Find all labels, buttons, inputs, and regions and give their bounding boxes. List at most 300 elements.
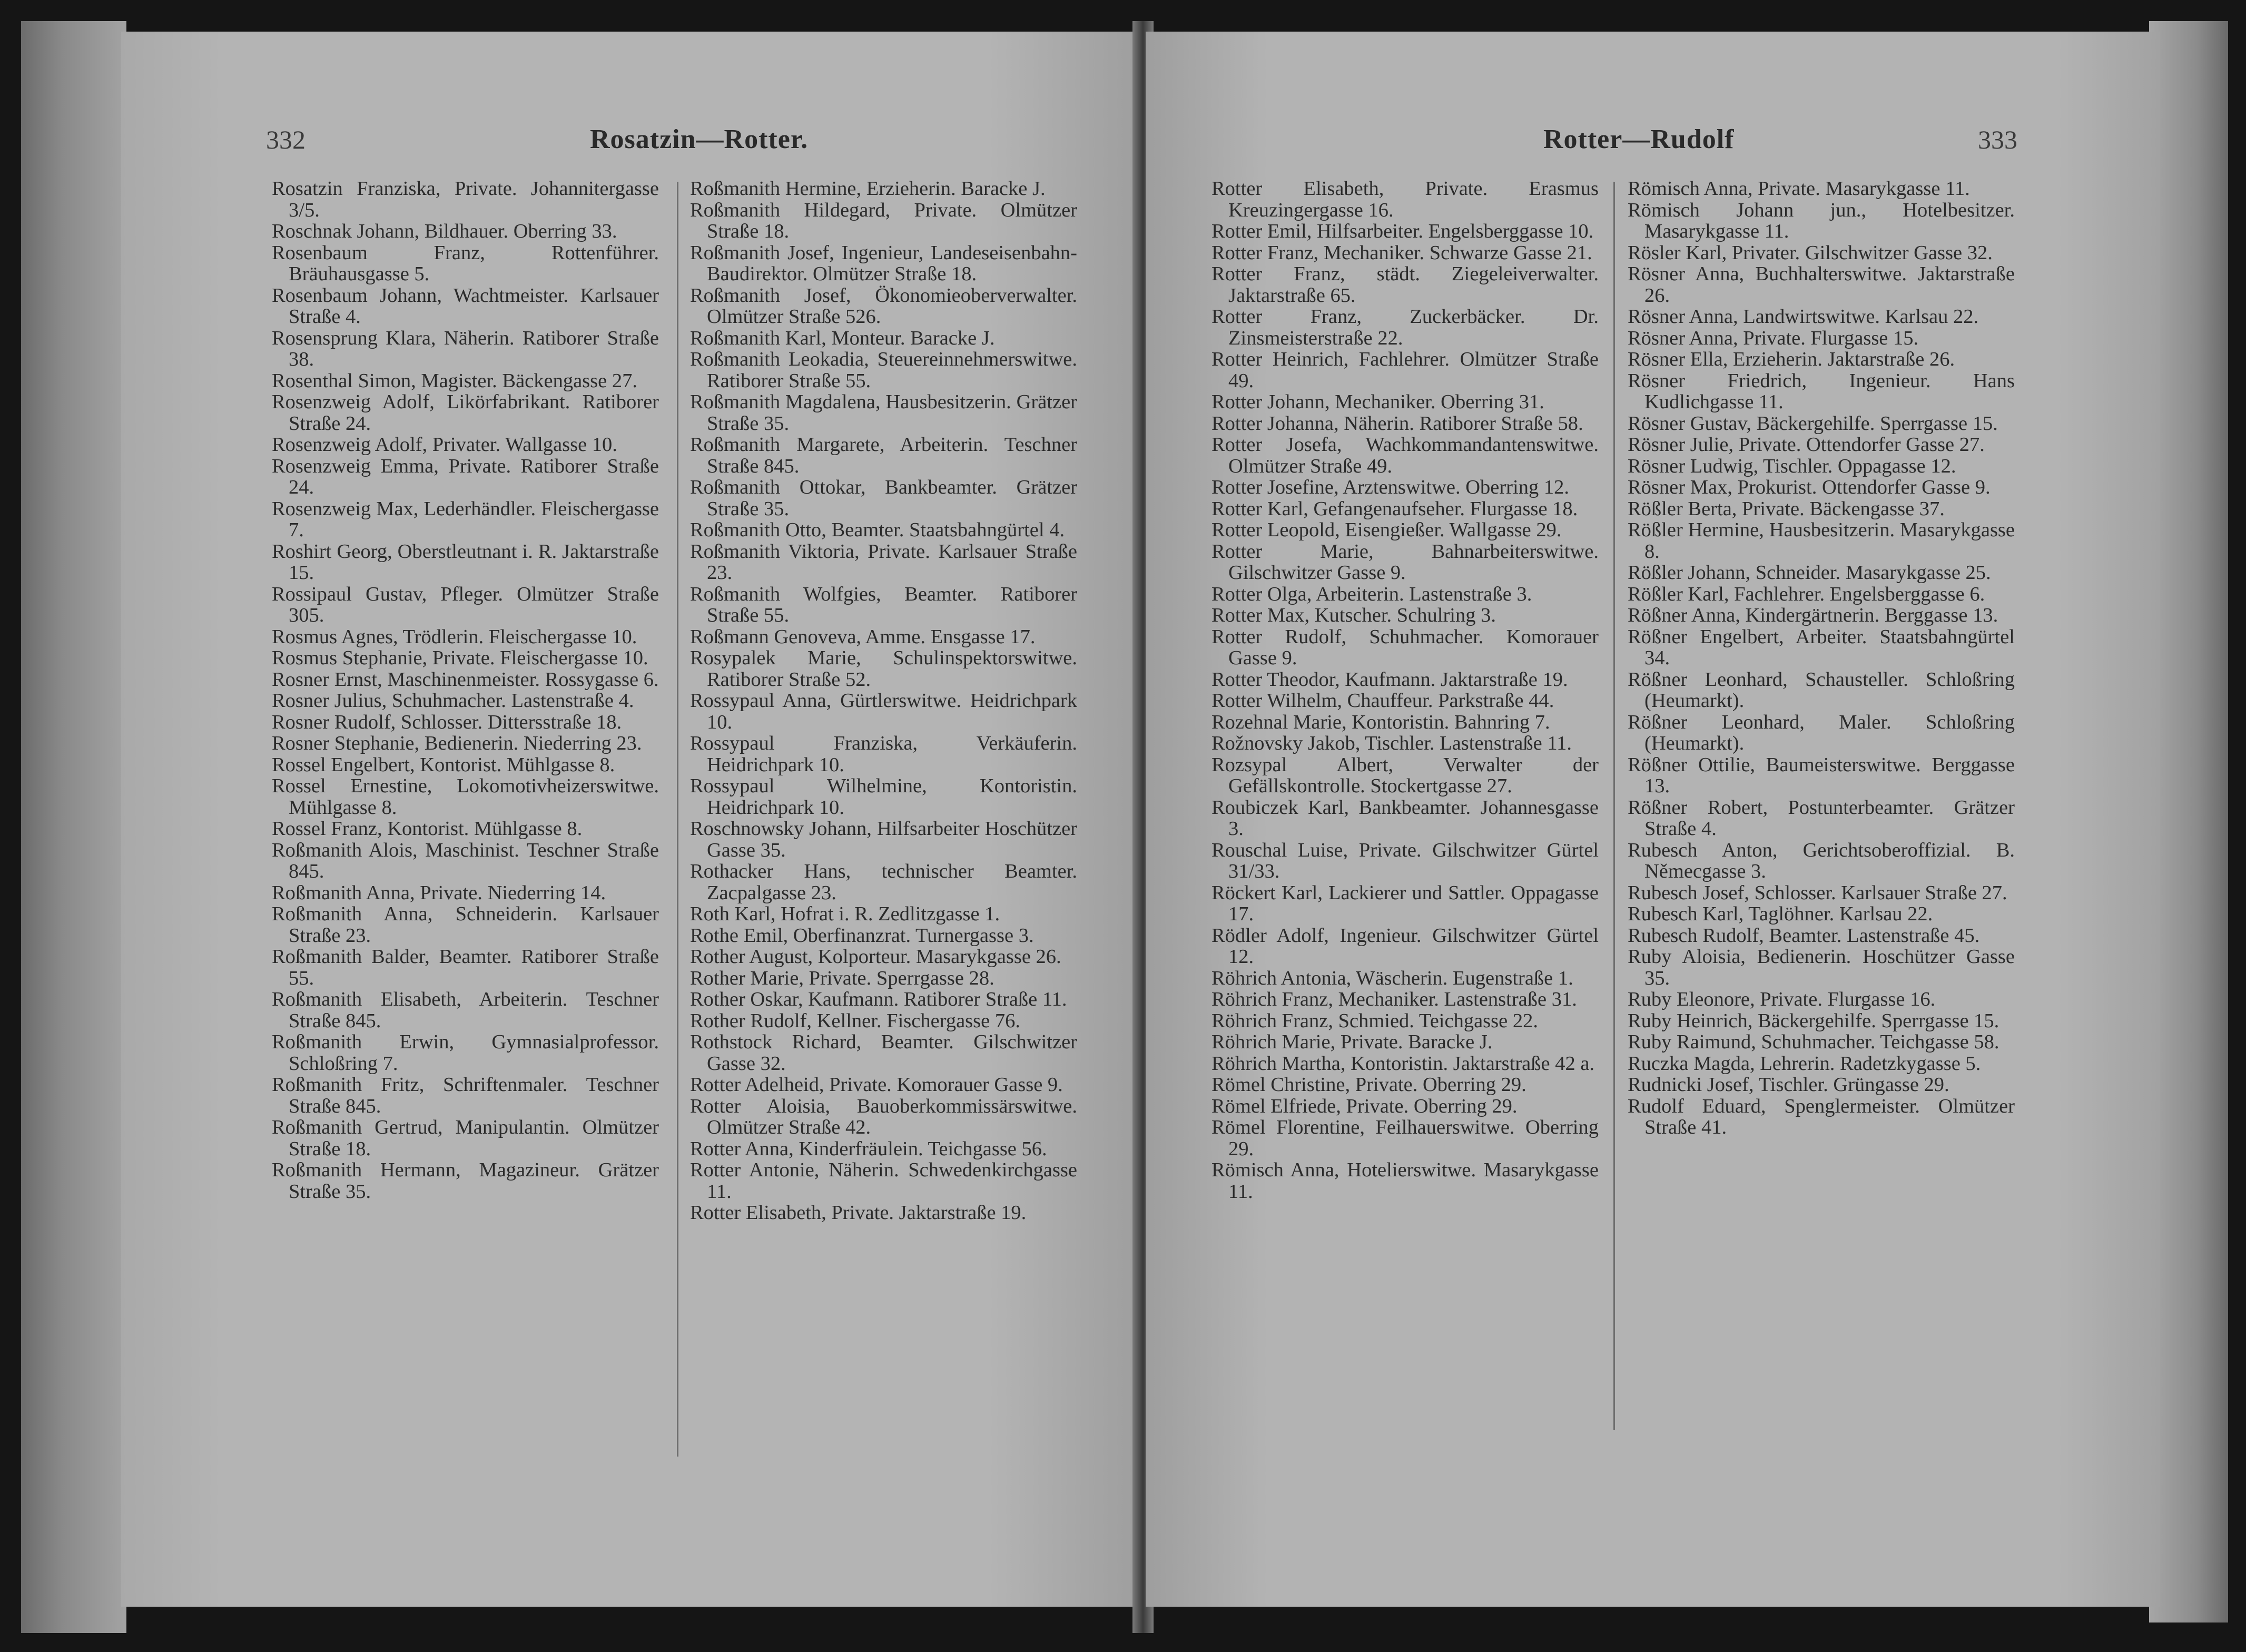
- directory-entry: [690, 1010, 1077, 1032]
- directory-entry: [272, 754, 659, 776]
- left-column-rule: [677, 182, 678, 1457]
- entry-details: , Kontoristin. Jaktarstraße 42 a.: [1340, 1052, 1595, 1075]
- directory-entry: [1211, 498, 1599, 520]
- entry-name: Roschnak Johann: [272, 220, 415, 242]
- directory-entry: [272, 584, 659, 626]
- directory-entry: [272, 242, 659, 285]
- entry-details: , Tischler. Grüngasse 29.: [1748, 1074, 1949, 1096]
- entry-details: , Schmied. Teichgasse 22.: [1328, 1009, 1538, 1032]
- entry-details: , Postunterbeamter. Grätzer Straße 4.: [1644, 796, 2015, 840]
- entry-name: Rösner Ella: [1628, 348, 1723, 370]
- directory-entry: [1628, 498, 2015, 520]
- entry-details: , Private. Baracke J.: [1330, 1031, 1493, 1053]
- entry-details: , Bankbeamter. Johannesgasse 3.: [1228, 796, 1599, 840]
- entry-name: Ruczka Magda: [1628, 1052, 1750, 1075]
- directory-entry: [1211, 669, 1599, 691]
- entry-name: Rožnovsky Jakob: [1211, 732, 1355, 754]
- directory-entry: [690, 242, 1077, 285]
- directory-entry: [690, 519, 1077, 541]
- entry-name: Roßmanith Anna: [272, 881, 410, 904]
- entry-details: , Prokurist. Ottendorfer Gasse 9.: [1727, 476, 1991, 498]
- entry-name: Rotter Anna: [690, 1137, 789, 1160]
- entry-name: Roßmanith Hildegard: [690, 199, 885, 221]
- entry-name: Röhrich Martha: [1211, 1052, 1341, 1075]
- entry-name: Rosner Julius: [272, 690, 382, 712]
- entry-details: , Private. Sperrgasse 28.: [799, 967, 994, 989]
- entry-details: , Magister. Bäckengasse 27.: [411, 369, 637, 392]
- entry-details: , Wachkommandantenswitwe. Olmützer Straße 49.: [1228, 434, 1599, 477]
- entry-name: Roßmanith Wolfgies: [690, 583, 876, 605]
- directory-entry: [1628, 989, 2015, 1010]
- entry-details: , Bäckergehilfe. Sperrgasse 15.: [1747, 1009, 1999, 1032]
- entry-details: , Maschinist. Teschner Straße 845.: [289, 839, 659, 882]
- directory-entry: [1211, 605, 1599, 626]
- entry-name: Roth Karl: [690, 903, 771, 925]
- directory-entry: [1628, 413, 2015, 435]
- entry-details: , Arbeiter. Staatsbahngürtel 34.: [1644, 625, 2015, 669]
- directory-entry: [1211, 1031, 1599, 1053]
- entry-details: , Private. Jaktarstraße 19.: [821, 1202, 1027, 1224]
- entry-details: , Kaufmann. Jaktarstraße 19.: [1335, 668, 1568, 691]
- entry-details: , Mechaniker. Oberring 31.: [1324, 391, 1544, 413]
- entry-name: Rotter Josefine: [1211, 476, 1334, 498]
- directory-entry: [690, 925, 1077, 947]
- directory-entry: [690, 1096, 1077, 1138]
- entry-name: Rotter Leopold: [1211, 519, 1335, 541]
- directory-entry: [690, 200, 1077, 242]
- directory-entry: [690, 584, 1077, 626]
- directory-entry: [272, 1117, 659, 1159]
- directory-entry: [1628, 584, 2015, 605]
- entry-name: Roßmanith Alois: [272, 839, 412, 861]
- entry-name: Rösner Anna: [1628, 327, 1733, 349]
- directory-entry: [690, 775, 1077, 818]
- entry-details: , Feilhauerswitwe. Oberring 29.: [1228, 1116, 1599, 1160]
- directory-entry: [1211, 712, 1599, 733]
- entry-name: Rotter Elisabeth: [1211, 178, 1379, 200]
- entry-details: , Landwirtswitwe. Karlsau 22.: [1732, 306, 1979, 328]
- directory-entry: [1211, 263, 1599, 306]
- entry-name: Rotter Adelheid: [690, 1074, 819, 1096]
- directory-entry: [1211, 349, 1599, 391]
- directory-entry: [272, 328, 659, 370]
- entry-details: , Schneiderin. Karlsauer Straße 23.: [289, 903, 659, 947]
- entry-name: Röhrich Franz: [1211, 988, 1328, 1010]
- entry-details: , Private. Johannitergasse 3/5.: [289, 178, 659, 221]
- entry-name: Rosenbaum Franz: [272, 241, 480, 264]
- entry-name: Rosenzweig Emma: [272, 455, 434, 477]
- directory-entry: [690, 1074, 1077, 1096]
- directory-entry: [1628, 477, 2015, 498]
- entry-name: Rossypaul Wilhelmine: [690, 775, 922, 797]
- directory-entry: [690, 349, 1077, 391]
- directory-entry: [272, 669, 659, 691]
- entry-details: , Hausbesitzerin. Grätzer Straße 35.: [707, 391, 1077, 435]
- directory-entry: [272, 1031, 659, 1074]
- directory-entry: [1628, 903, 2015, 925]
- entry-name: Roßmanith Leokadia: [690, 348, 864, 370]
- entry-details: , Buchhalterswitwe. Jaktarstraße 26.: [1644, 263, 2015, 307]
- directory-entry: [1628, 669, 2015, 712]
- entry-name: Rödler Adolf: [1211, 924, 1324, 947]
- entry-details: , Kolporteur. Masarykgasse 26.: [807, 946, 1061, 968]
- entry-details: , Steuereinnehmerswitwe. Ratiborer Straße 55.: [707, 348, 1077, 392]
- entry-details: , Chauffeur. Parkstraße 44.: [1337, 690, 1554, 712]
- entry-details: , Lehrerin. Radetzkygasse 5.: [1749, 1052, 1981, 1075]
- directory-entry: [1628, 242, 2015, 264]
- directory-entry: [690, 541, 1077, 584]
- entry-name: Rößler Karl: [1628, 583, 1724, 605]
- entry-name: Roßmanith Otto: [690, 519, 822, 541]
- entry-name: Rosner Ernst: [272, 668, 377, 691]
- directory-entry: [272, 391, 659, 434]
- entry-details: , Eisengießer. Wallgasse 29.: [1335, 519, 1562, 541]
- directory-entry: [272, 178, 659, 221]
- directory-entry: [1211, 178, 1599, 221]
- entry-details: , Bäckergehilfe. Sperrgasse 15.: [1746, 412, 1998, 435]
- directory-entry: [690, 690, 1077, 733]
- entry-name: Rosenthal Simon: [272, 369, 411, 392]
- directory-entry: [690, 818, 1077, 861]
- entry-details: , Baumeisterswitwe. Berggasse 13.: [1644, 753, 2015, 797]
- entry-details: , Hotelbesitzer. Masarykgasse 11.: [1644, 199, 2015, 242]
- directory-entry: [272, 989, 659, 1031]
- directory-entry: [1211, 306, 1599, 349]
- left-page-edges: [21, 21, 126, 1633]
- entry-details: , Amme. Ensgasse 17.: [856, 625, 1036, 648]
- entry-details: , Private. Flurgasse 16.: [1750, 988, 1936, 1010]
- entry-details: , Ingenieur, Landeseisenbahn-Baudirektor. Olmützer Straße 18.: [707, 241, 1078, 285]
- entry-details: , Maschinenmeister. Rossygasse 6.: [377, 668, 659, 691]
- entry-name: Rosenzweig Adolf: [272, 434, 422, 456]
- entry-name: Rösner Anna: [1628, 306, 1733, 328]
- entry-name: Rother Rudolf: [690, 1009, 807, 1032]
- entry-details: , Bedienerin. Hoschützer Gasse 35.: [1644, 946, 2015, 989]
- directory-entry: [272, 882, 659, 904]
- entry-name: Rotter Aloisia: [690, 1095, 825, 1117]
- entry-details: , Bedienerin. Niederring 23.: [414, 732, 642, 754]
- entry-details: , Kontoristin. Heidrichpark 10.: [707, 775, 1077, 819]
- entry-details: , Schlosser. Dittersstraße 18.: [390, 711, 622, 733]
- entry-details: , Spenglermeister. Olmützer Straße 41.: [1644, 1095, 2015, 1138]
- entry-details: , Trödlerin. Fleischergasse 10.: [392, 625, 637, 648]
- entry-name: Rößner Engelbert: [1628, 625, 1779, 648]
- directory-entry: [1628, 1053, 2015, 1075]
- entry-name: Rotter Antonie: [690, 1159, 814, 1181]
- entry-details: , Näherin. Ratiborer Straße 58.: [1334, 412, 1583, 435]
- directory-entry: [1211, 1010, 1599, 1032]
- entry-details: , Beamter. Gilschwitzer Gasse 32.: [707, 1031, 1077, 1075]
- entry-details: , Mechaniker. Lastenstraße 31.: [1328, 988, 1577, 1010]
- directory-entry: [1628, 562, 2015, 584]
- directory-entry: [1211, 221, 1599, 242]
- directory-entry: [1211, 797, 1599, 840]
- entry-details: , Private. Ottendorfer Gasse 27.: [1728, 434, 1985, 456]
- directory-entry: [1211, 1096, 1599, 1117]
- entry-details: , Kontorist. Mühlgasse 8.: [409, 753, 615, 776]
- entry-name: Röckert Karl: [1211, 881, 1318, 904]
- entry-name: Ruby Eleonore: [1628, 988, 1750, 1010]
- directory-entry: [1211, 733, 1599, 754]
- entry-details: , Schuhmacher. Teichgasse 58.: [1751, 1031, 1999, 1053]
- entry-details: , Private. Flurgasse 15.: [1732, 327, 1919, 349]
- directory-entry: [690, 285, 1077, 328]
- entry-details: , Lackierer und Sattler. Oppagasse 17.: [1228, 881, 1599, 925]
- entry-details: , Private. Erasmus Kreuzingergasse 16.: [1228, 178, 1599, 221]
- directory-entry: [1628, 882, 2015, 904]
- entry-name: Rotter Rudolf: [1211, 625, 1342, 648]
- entry-name: Röhrich Franz: [1211, 1009, 1328, 1032]
- entry-details: , Private. Bäckengasse 37.: [1731, 497, 1945, 520]
- directory-entry: [272, 434, 659, 456]
- entry-details: , Kinderfräulein. Teichgasse 56.: [789, 1137, 1047, 1160]
- entry-details: , Kindergärtnerin. Berggasse 13.: [1735, 604, 1998, 626]
- entry-name: Rößner Ottilie: [1628, 753, 1750, 776]
- directory-entry: [272, 840, 659, 882]
- directory-entry: [1211, 1159, 1599, 1202]
- entry-details: , Private. Fleischergasse 10.: [422, 647, 648, 669]
- directory-entry: [272, 1074, 659, 1117]
- directory-entry: [1211, 1117, 1599, 1159]
- entry-details: , Hilfsarbeiter. Engelsberggasse 10.: [1306, 220, 1594, 242]
- directory-entry: [1628, 605, 2015, 626]
- entry-name: Rosatzin Franziska: [272, 178, 436, 200]
- entry-name: Rosenbaum Johann: [272, 284, 437, 307]
- directory-entry: [1211, 584, 1599, 605]
- entry-name: Rotter Franz: [1211, 263, 1340, 285]
- entry-name: Rotter Emil: [1211, 220, 1307, 242]
- entry-name: Röhrich Antonia: [1211, 967, 1346, 989]
- entry-details: , Hofrat i. R. Zedlitzgasse 1.: [770, 903, 1000, 925]
- entry-details: , Bauoberkommissärswitwe. Olmützer Straße 42.: [707, 1095, 1077, 1138]
- entry-details: , Erzieherin. Jaktarstraße 26.: [1722, 348, 1955, 370]
- left-page-number: 332: [266, 125, 306, 154]
- entry-details: , Arbeiterin. Lastenstraße 3.: [1306, 583, 1532, 605]
- entry-name: Rother Marie: [690, 967, 799, 989]
- entry-name: Roßmanith Gertrud: [272, 1116, 438, 1138]
- entry-details: , städt. Ziegeleiverwalter. Jaktarstraße 65.: [1228, 263, 1599, 307]
- entry-details: , Bildhauer. Oberring 33.: [414, 220, 617, 242]
- directory-entry: [690, 1202, 1077, 1224]
- entry-name: Rotter Josefa: [1211, 434, 1337, 456]
- entry-details: , Likörfabrikant. Ratiborer Straße 24.: [289, 391, 659, 435]
- entry-name: Römisch Anna: [1211, 1159, 1334, 1181]
- directory-entry: [1628, 1010, 2015, 1032]
- entry-name: Rößner Anna: [1628, 604, 1736, 626]
- entry-name: Rosmus Agnes: [272, 625, 393, 648]
- left-running-head: Rosatzin—Rotter.: [590, 124, 809, 154]
- directory-entry: [1211, 541, 1599, 584]
- entry-name: Rotter Franz: [1211, 241, 1314, 264]
- directory-entry: [1628, 519, 2015, 562]
- directory-entry: [690, 861, 1077, 903]
- entry-details: , Bankbeamter. Grätzer Straße 35.: [707, 476, 1078, 520]
- directory-entry: [272, 626, 659, 648]
- entry-details: , Gefangenaufseher. Flurgasse 18.: [1303, 497, 1578, 520]
- entry-name: Roßmanith Balder: [272, 946, 425, 968]
- entry-details: , Privater. Gilschwitzer Gasse 32.: [1721, 241, 1993, 264]
- right-page-column-2: [1628, 178, 2015, 1138]
- entry-details: , Hotelierswitwe. Masarykgasse 11.: [1228, 1159, 1599, 1203]
- entry-name: Rösler Karl: [1628, 241, 1722, 264]
- entry-details: , Fachlehrer. Engelsberggasse 6.: [1723, 583, 1985, 605]
- directory-entry: [1628, 306, 2015, 328]
- entry-name: Rosenzweig Max: [272, 497, 413, 520]
- directory-entry: [272, 712, 659, 733]
- directory-entry: [1628, 1096, 2015, 1138]
- left-page-column-2: [690, 178, 1077, 1224]
- entry-details: , Private. Masarykgasse 11.: [1747, 178, 1970, 200]
- entry-name: Römisch Anna: [1628, 178, 1748, 200]
- entry-details: , Gymnasialprofessor. Schloßring 7.: [289, 1031, 659, 1075]
- directory-entry: [1211, 1074, 1599, 1096]
- entry-name: Rösner Max: [1628, 476, 1728, 498]
- directory-entry: [1211, 519, 1599, 541]
- entry-details: , Kontoristin. Bahnring 7.: [1341, 711, 1550, 733]
- entry-name: Rubesch Anton: [1628, 839, 1772, 861]
- entry-details: , Private. Oberring 29.: [1345, 1074, 1526, 1096]
- directory-entry: [1628, 370, 2015, 413]
- directory-entry: [1628, 1074, 2015, 1096]
- directory-entry: [1628, 925, 2015, 947]
- directory-entry: [690, 647, 1077, 690]
- entry-details: , Näherin. Schwedenkirchgasse 11.: [707, 1159, 1077, 1203]
- entry-name: Roßmann Genoveva: [690, 625, 856, 648]
- directory-entry: [272, 733, 659, 754]
- entry-name: Roßmanith Erwin: [272, 1031, 449, 1053]
- entry-details: , Privater. Wallgasse 10.: [422, 434, 617, 456]
- entry-details: , Private. Oberring 29.: [1336, 1095, 1518, 1117]
- entry-name: Roßmanith Josef: [690, 241, 830, 264]
- entry-details: , Tischler. Oppagasse 12.: [1753, 455, 1956, 477]
- entry-name: Roßmanith Fritz: [272, 1074, 419, 1096]
- directory-entry: [1628, 1031, 2015, 1053]
- right-column-rule: [1613, 182, 1615, 1430]
- entry-name: Roßmanith Hermann: [272, 1159, 456, 1181]
- entry-name: Rosner Rudolf: [272, 711, 391, 733]
- directory-entry: [690, 477, 1077, 519]
- entry-details: , Arztenswitwe. Oberring 12.: [1334, 476, 1569, 498]
- entry-name: Rothacker Hans: [690, 860, 846, 882]
- directory-entry: [690, 626, 1077, 648]
- entry-name: Roshirt Georg: [272, 540, 387, 563]
- directory-entry: [1628, 328, 2015, 349]
- entry-name: Rößler Johann: [1628, 562, 1746, 584]
- entry-details: , Arbeiterin. Teschner Straße 845.: [707, 434, 1077, 477]
- directory-entry: [1628, 263, 2015, 306]
- entry-name: Rösner Friedrich: [1628, 369, 1802, 392]
- entry-details: , Lokomotivheizerswitwe. Mühlgasse 8.: [289, 775, 659, 819]
- directory-entry: [1628, 797, 2015, 840]
- directory-entry: [690, 968, 1077, 989]
- entry-details: , Verkäuferin. Heidrichpark 10.: [707, 732, 1077, 776]
- entry-details: , Fachlehrer. Olmützer Straße 49.: [1228, 348, 1599, 392]
- entry-details: , Arbeiterin. Teschner Straße 845.: [289, 988, 659, 1032]
- entry-name: Rossel Franz: [272, 818, 377, 840]
- directory-entry: [272, 818, 659, 840]
- entry-details: , Oberfinanzrat. Turnergasse 3.: [783, 924, 1034, 947]
- entry-name: Rösner Anna: [1628, 263, 1739, 285]
- directory-entry: [1211, 391, 1599, 413]
- entry-name: Roßmanith Josef: [690, 284, 846, 307]
- directory-entry: [1211, 434, 1599, 477]
- entry-name: Rosypalek Marie: [690, 647, 856, 669]
- directory-entry: [1211, 925, 1599, 968]
- entry-name: Römel Christine: [1211, 1074, 1345, 1096]
- directory-entry: [272, 946, 659, 989]
- directory-entry: [272, 370, 659, 392]
- directory-entry: [690, 434, 1077, 477]
- entry-details: , Private. Ratiborer Straße 24.: [289, 455, 659, 498]
- entry-name: Rudnicki Josef: [1628, 1074, 1749, 1096]
- directory-entry: [272, 1159, 659, 1202]
- entry-name: Rotter Theodor: [1211, 668, 1335, 691]
- entry-details: , Pfleger. Olmützer Straße 305.: [289, 583, 659, 626]
- entry-details: , Monteur. Baracke J.: [821, 327, 995, 349]
- entry-details: , Beamter. Ratiborer Straße 55.: [289, 946, 659, 989]
- entry-details: , Hausbesitzerin. Masarykgasse 8.: [1644, 519, 2015, 563]
- entry-name: Rother August: [690, 946, 808, 968]
- directory-entry: [1211, 882, 1599, 925]
- entry-name: Rothstock Richard: [690, 1031, 856, 1053]
- entry-details: , Gerichtsoberoffizial. B. Němecgasse 3.: [1644, 839, 2015, 882]
- entry-name: Roßmanith Margarete: [690, 434, 880, 456]
- entry-details: , Ingenieur. Hans Kudlichgasse 11.: [1644, 369, 2015, 413]
- entry-name: Rößner Robert: [1628, 796, 1763, 819]
- entry-name: Rösner Ludwig: [1628, 455, 1754, 477]
- entry-name: Roßmanith Hermine: [690, 178, 856, 200]
- directory-entry: [690, 733, 1077, 775]
- entry-details: , Private. Karlsauer Straße 23.: [707, 540, 1078, 584]
- entry-details: , Zuckerbäcker. Dr. Zinsmeisterstraße 22.: [1228, 306, 1599, 349]
- entry-name: Rozehnal Marie: [1211, 711, 1342, 733]
- entry-details: , Oberstleutnant i. R. Jaktarstraße 15.: [289, 540, 659, 584]
- entry-details: , Taglöhner. Karlsau 22.: [1738, 903, 1933, 925]
- entry-details: , Schneider. Masarykgasse 25.: [1745, 562, 1991, 584]
- directory-entry: [1628, 200, 2015, 242]
- directory-entry: [1211, 242, 1599, 264]
- right-page-number: 333: [1978, 125, 2017, 154]
- entry-name: Roßmanith Magdalena: [690, 391, 875, 413]
- entry-name: Rößner Leonhard: [1628, 668, 1783, 691]
- directory-entry: [1211, 626, 1599, 669]
- directory-entry: [1628, 456, 2015, 477]
- entry-name: Rosenzweig Adolf: [272, 391, 430, 413]
- entry-details: , Lederhändler. Fleischergasse 7.: [289, 497, 659, 541]
- entry-name: Rösner Julie: [1628, 434, 1729, 456]
- entry-details: , Schriftenmaler. Teschner Straße 845.: [289, 1074, 659, 1117]
- directory-entry: [272, 456, 659, 498]
- entry-details: , Manipulantin. Olmützer Straße 18.: [289, 1116, 659, 1160]
- entry-name: Rubesch Karl: [1628, 903, 1739, 925]
- entry-name: Rotter Heinrich: [1211, 348, 1344, 370]
- directory-entry: [690, 903, 1077, 925]
- directory-entry: [1211, 413, 1599, 435]
- entry-details: , Beamter. Staatsbahngürtel 4.: [821, 519, 1065, 541]
- directory-entry: [272, 285, 659, 328]
- directory-entry: [1628, 434, 2015, 456]
- entry-name: Römel Florentine: [1211, 1116, 1360, 1138]
- entry-name: Rossipaul Gustav: [272, 583, 422, 605]
- entry-name: Ruby Heinrich: [1628, 1009, 1748, 1032]
- entry-details: , technischer Beamter. Zacpalgasse 23.: [707, 860, 1077, 904]
- entry-name: Ruby Aloisia: [1628, 946, 1741, 968]
- entry-name: Rotter Wilhelm: [1211, 690, 1337, 712]
- entry-name: Rotter Karl: [1211, 497, 1304, 520]
- directory-entry: [690, 328, 1077, 349]
- entry-name: Rossypaul Anna: [690, 690, 826, 712]
- entry-name: Röhrich Marie: [1211, 1031, 1331, 1053]
